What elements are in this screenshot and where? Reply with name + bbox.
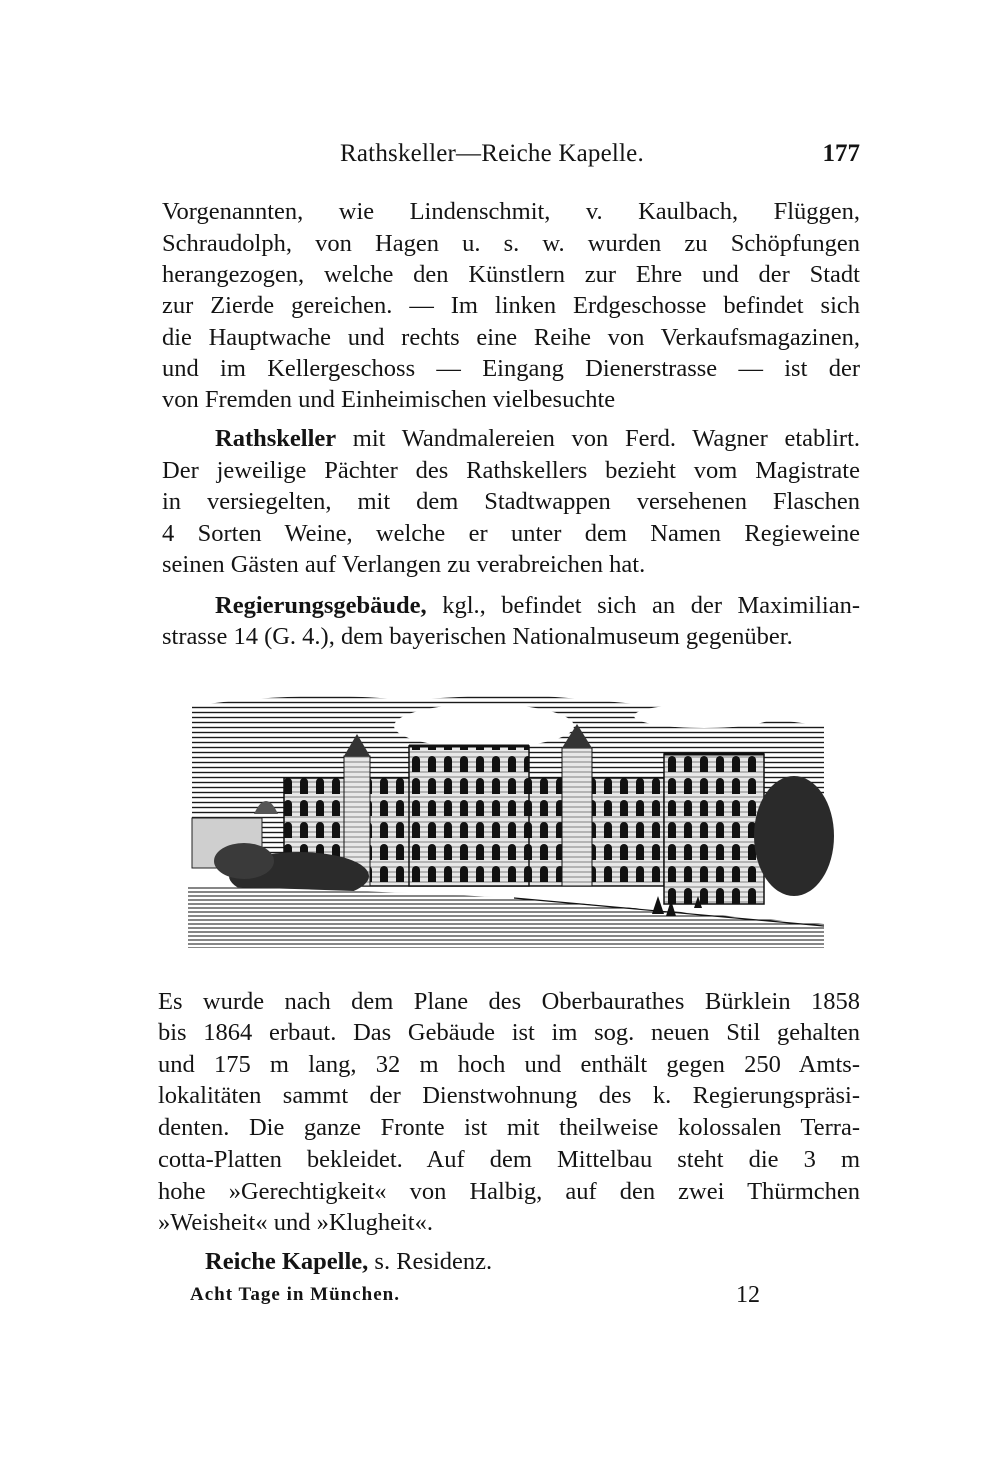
- text-line: [215, 423, 860, 455]
- text-fragment: kgl., befindet sich an der Maximilian-: [426, 592, 860, 619]
- text-line: denten. Die ganze Fronte ist mit theilweise kolossalen Terra-: [158, 1114, 860, 1141]
- text-line: herangezogen, welche den Künstlern zur Ehre und der Stadt: [162, 261, 860, 288]
- regierung-heading: Regierungsgebäude,: [215, 592, 427, 619]
- page-number: 177: [822, 140, 860, 167]
- rathskeller-heading: Rathskeller: [215, 425, 337, 452]
- text-line: die Hauptwache und rechts eine Reihe von Verkaufsmagazinen,: [162, 324, 860, 351]
- running-head-title: Rathskeller—Reiche Kapelle.: [340, 140, 644, 167]
- text-line: strasse 14 (G. 4.), dem bayerischen Nationalmuseum gegenüber.: [162, 623, 793, 650]
- text-line: und im Kellergeschoss — Eingang Dienerstrasse — ist der: [162, 355, 860, 382]
- reiche-kapelle-heading: Reiche Kapelle,: [205, 1248, 369, 1275]
- text-line: Schraudolph, von Hagen u. s. w. wurden zu Schöpfungen: [162, 230, 860, 257]
- running-head: [340, 140, 860, 174]
- sheet-number: 12: [736, 1282, 760, 1308]
- text-line: hohe »Gerechtigkeit« von Halbig, auf den zwei Thürmchen: [158, 1178, 860, 1205]
- text-line: Vorgenannten, wie Lindenschmit, v. Kaulbach, Flüggen,: [162, 198, 860, 225]
- text-fragment: mit Wandmalereien von Ferd. Wagner etablirt.: [336, 425, 860, 452]
- text-line: Es wurde nach dem Plane des Oberbaurathes Bürklein 1858: [158, 988, 860, 1015]
- building-engraving-illustration: [184, 686, 838, 956]
- signature-mark: Acht Tage in München.: [190, 1284, 400, 1305]
- text-line: seinen Gästen auf Verlangen zu verabreichen hat.: [162, 551, 646, 578]
- text-line: Der jeweilige Pächter des Rathskellers bezieht vom Magistrate: [162, 457, 860, 484]
- text-line: [205, 1246, 860, 1278]
- text-fragment: s. Residenz.: [368, 1248, 493, 1275]
- text-line: von Fremden und Einheimischen vielbesuchte: [162, 386, 616, 413]
- text-line: »Weisheit« und »Klugheit«.: [158, 1209, 433, 1236]
- text-line: und 175 m lang, 32 m hoch und enthält gegen 250 Amts-: [158, 1051, 860, 1078]
- text-line: 4 Sorten Weine, welche er unter dem Namen Regieweine: [162, 520, 860, 547]
- text-line: lokalitäten sammt der Dienstwohnung des k. Regierungspräsi-: [158, 1082, 860, 1109]
- text-line: [215, 590, 860, 622]
- text-line: cotta-Platten bekleidet. Auf dem Mittelbau steht die 3 m: [158, 1146, 860, 1173]
- text-line: in versiegelten, mit dem Stadtwappen versehenen Flaschen: [162, 488, 860, 515]
- page-footer: [190, 1284, 760, 1314]
- text-line: zur Zierde gereichen. — Im linken Erdgeschosse befindet sich: [162, 292, 860, 319]
- text-line: bis 1864 erbaut. Das Gebäude ist im sog. neuen Stil gehalten: [158, 1019, 860, 1046]
